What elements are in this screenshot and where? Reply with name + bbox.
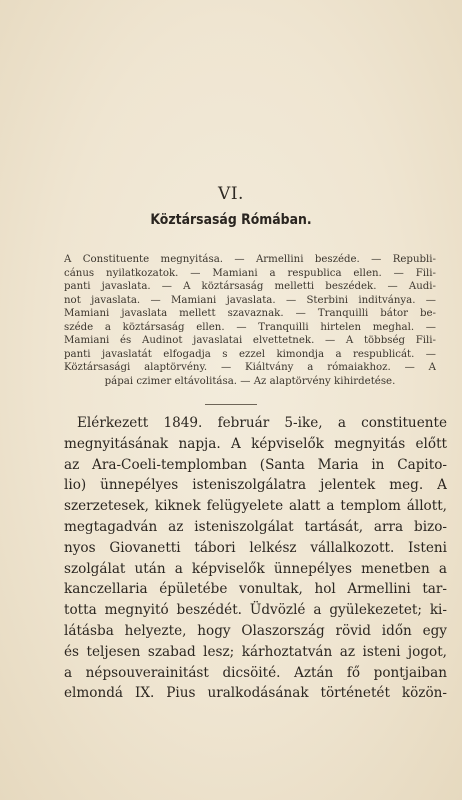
- summary-line: Köztársasági alaptörvény. — Kiáltvány a rómaiakhoz. — A: [64, 362, 436, 373]
- body-line: megtagadván az isteniszolgálat tartását, arra bizo-: [64, 518, 447, 535]
- body-line: az Ara-Coeli-templomban (Santa Maria in Capito-: [64, 456, 447, 473]
- body-line: megnyitásának napja. A képviselők megnyitás előtt: [64, 435, 447, 452]
- body-line: a népsouverainitást dicsöité. Aztán fő pontjaiban: [64, 664, 447, 681]
- summary-line: Mamiani és Audinot javaslatai elvettetnek. — A többség Fili-: [64, 335, 436, 346]
- body-line: lio) ünnepélyes isteniszolgálatra jelentek meg. A: [64, 477, 447, 494]
- summary-line: not javaslata. — Mamiani javaslata. — Sterbini inditványa. —: [64, 294, 436, 306]
- body-line: kanczellaria épületébe vonultak, hol Armellini tar-: [64, 581, 447, 598]
- chapter-number: VI.: [218, 184, 244, 204]
- summary-line: széde a köztársaság ellen. — Tranquilli hirtelen meghal. —: [64, 321, 436, 333]
- body-line: nyos Giovanetti tábori lelkész vállalkozott. Isteni: [64, 539, 447, 556]
- summary-line: Mamiani javaslata mellett szavaznak. — Tranquilli bátor be-: [64, 308, 436, 319]
- body-line: elmondá IX. Pius uralkodásának történetét közön-: [64, 685, 447, 702]
- body-line: látásba helyezte, hogy Olaszország rövid időn egy: [64, 622, 447, 639]
- body-line: és teljesen szabad lesz; kárhoztatván az isteni jogot,: [64, 643, 447, 660]
- body-line: szerzetesek, kiknek felügyelete alatt a templom állott,: [64, 498, 447, 515]
- body-paragraph: [64, 413, 447, 704]
- summary-line: A Constituente megnyitása. — Armellini beszéde. — Republi-: [64, 254, 436, 265]
- summary-line: cánus nyilatkozatok. — Mamiani a respublica ellen. — Fili-: [64, 267, 436, 279]
- chapter-summary: [64, 253, 436, 388]
- summary-line: pápai czimer eltávolitása. — Az alaptörvény kihirdetése.: [104, 375, 396, 387]
- body-line: Elérkezett 1849. február 5-ike, a constituente: [77, 415, 447, 431]
- body-line: totta megnyitó beszédét. Üdvözlé a gyülekezetet; ki-: [64, 602, 447, 619]
- chapter-title: Köztársaság Rómában.: [150, 212, 312, 228]
- summary-line: panti javaslata. — A köztársaság melletti beszédek. — Audi-: [64, 281, 436, 292]
- section-divider: [205, 404, 257, 405]
- summary-line: panti javaslatát elfogadja s ezzel kimondja a respublicát. —: [64, 348, 436, 360]
- body-line: szolgálat után a képviselők ünnepélyes menetben a: [64, 560, 447, 577]
